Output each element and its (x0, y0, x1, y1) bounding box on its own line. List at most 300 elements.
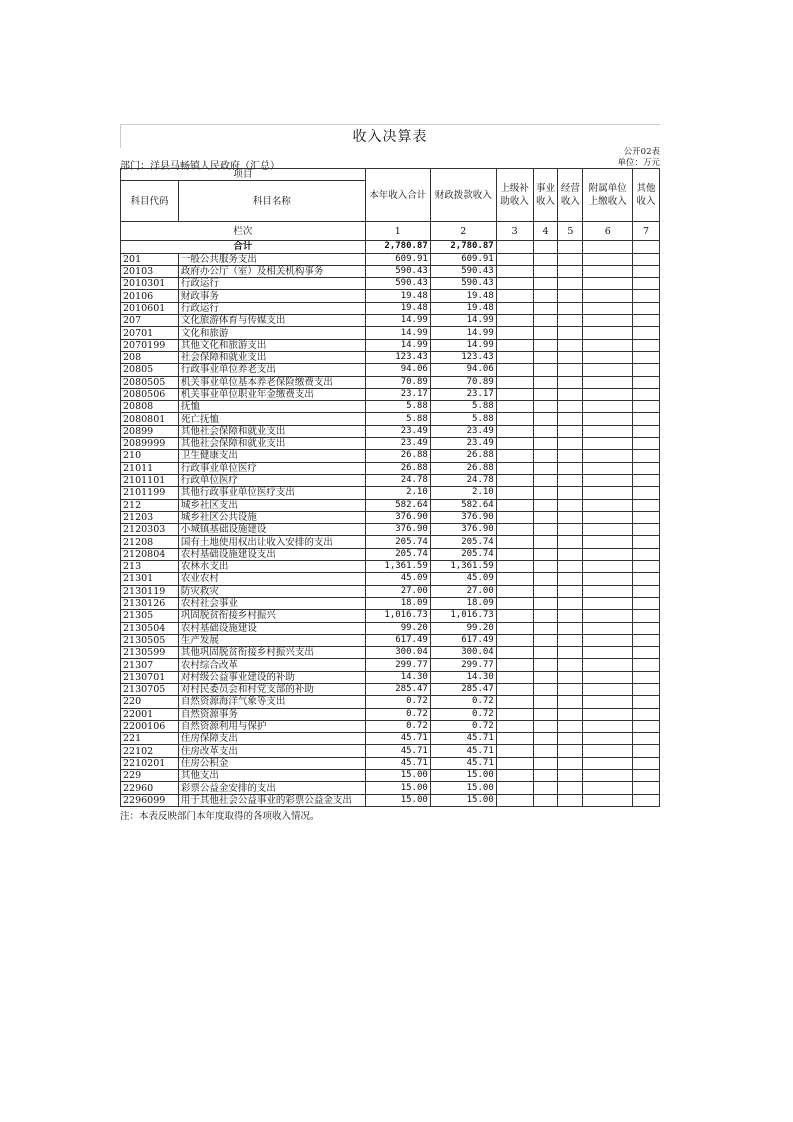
row-name: 死亡抚恤 (178, 413, 365, 425)
empty-cell (633, 413, 660, 425)
empty-cell (583, 487, 633, 499)
row-fiscal-income: 26.88 (430, 462, 496, 474)
table-row (121, 265, 660, 277)
empty-cell (558, 745, 583, 757)
table-row (121, 376, 660, 388)
row-code: 2080506 (121, 388, 179, 400)
empty-cell (533, 327, 558, 339)
table-row (121, 462, 660, 474)
table-row (121, 720, 660, 732)
empty-cell (558, 634, 583, 646)
empty-cell (533, 450, 558, 462)
row-code: 208 (121, 351, 179, 363)
row-total-income: 24.78 (365, 474, 430, 486)
empty-cell (633, 622, 660, 634)
row-total-income: 590.43 (365, 278, 430, 290)
empty-cell (558, 610, 583, 622)
row-code: 21307 (121, 659, 179, 671)
empty-cell (583, 302, 633, 314)
empty-cell (558, 733, 583, 745)
table-row (121, 524, 660, 536)
empty-cell (633, 315, 660, 327)
row-code: 2101199 (121, 487, 179, 499)
row-fiscal-income: 18.09 (430, 597, 496, 609)
empty-cell (583, 561, 633, 573)
row-name: 防灾救灾 (178, 585, 365, 597)
empty-cell (633, 597, 660, 609)
row-name: 自然资源事务 (178, 708, 365, 720)
empty-cell (533, 462, 558, 474)
row-total-income: 376.90 (365, 524, 430, 536)
empty-cell (583, 327, 633, 339)
empty-cell (496, 376, 533, 388)
table-row (121, 610, 660, 622)
row-fiscal-income: 26.88 (430, 450, 496, 462)
row-total-income: 1,016.73 (365, 610, 430, 622)
row-code: 212 (121, 499, 179, 511)
table-row (121, 782, 660, 794)
empty-cell (496, 745, 533, 757)
table-row (121, 290, 660, 302)
empty-cell (558, 487, 583, 499)
empty-cell (583, 708, 633, 720)
empty-cell (558, 241, 583, 253)
empty-cell (633, 708, 660, 720)
empty-cell (583, 413, 633, 425)
row-code: 2210201 (121, 757, 179, 769)
empty-cell (533, 413, 558, 425)
empty-cell (558, 413, 583, 425)
row-code: 20805 (121, 364, 179, 376)
row-name: 行政事业单位养老支出 (178, 364, 365, 376)
empty-cell (633, 401, 660, 413)
empty-cell (496, 351, 533, 363)
empty-cell (558, 720, 583, 732)
empty-cell (533, 597, 558, 609)
empty-cell (633, 610, 660, 622)
row-total-income: 376.90 (365, 511, 430, 523)
row-fiscal-income: 15.00 (430, 770, 496, 782)
empty-cell (558, 708, 583, 720)
col-index-4: 4 (533, 222, 558, 241)
row-fiscal-income: 45.71 (430, 733, 496, 745)
empty-cell (558, 327, 583, 339)
table-row (121, 696, 660, 708)
empty-cell (633, 634, 660, 646)
empty-cell (633, 548, 660, 560)
row-fiscal-income: 205.74 (430, 536, 496, 548)
empty-cell (496, 561, 533, 573)
row-fiscal-income: 590.43 (430, 278, 496, 290)
header-business-income: 事业收入 (533, 169, 558, 222)
row-total-income: 14.30 (365, 671, 430, 683)
empty-cell (533, 610, 558, 622)
empty-cell (583, 548, 633, 560)
empty-cell (533, 671, 558, 683)
row-name: 社会保障和就业支出 (178, 351, 365, 363)
row-name: 农村综合改革 (178, 659, 365, 671)
row-name: 彩票公益金安排的支出 (178, 782, 365, 794)
table-row (121, 487, 660, 499)
empty-cell (496, 696, 533, 708)
empty-cell (496, 462, 533, 474)
header-affiliated-income: 附属单位上缴收入 (583, 169, 633, 222)
row-code: 2010601 (121, 302, 179, 314)
row-total-income: 94.06 (365, 364, 430, 376)
row-total-income: 205.74 (365, 548, 430, 560)
row-name: 城乡社区支出 (178, 499, 365, 511)
row-total-income: 285.47 (365, 683, 430, 695)
empty-cell (633, 327, 660, 339)
empty-cell (533, 438, 558, 450)
row-code: 2296099 (121, 794, 179, 806)
table-row (121, 573, 660, 585)
row-code: 2130705 (121, 683, 179, 695)
empty-cell (583, 376, 633, 388)
empty-cell (496, 499, 533, 511)
row-fiscal-income: 0.72 (430, 720, 496, 732)
empty-cell (583, 315, 633, 327)
empty-cell (533, 683, 558, 695)
empty-cell (633, 757, 660, 769)
row-name: 行政运行 (178, 278, 365, 290)
empty-cell (496, 610, 533, 622)
row-total-income: 27.00 (365, 585, 430, 597)
empty-cell (496, 597, 533, 609)
row-name: 农业农村 (178, 573, 365, 585)
empty-cell (533, 708, 558, 720)
empty-cell (558, 794, 583, 806)
row-code: 21301 (121, 573, 179, 585)
empty-cell (558, 425, 583, 437)
table-row (121, 770, 660, 782)
empty-cell (533, 401, 558, 413)
row-code: 2130504 (121, 622, 179, 634)
row-code: 21203 (121, 511, 179, 523)
row-fiscal-income: 45.71 (430, 745, 496, 757)
empty-cell (583, 770, 633, 782)
empty-cell (533, 659, 558, 671)
empty-cell (533, 757, 558, 769)
row-fiscal-income: 19.48 (430, 302, 496, 314)
empty-cell (496, 757, 533, 769)
row-code: 201 (121, 253, 179, 265)
empty-cell (583, 720, 633, 732)
empty-cell (496, 450, 533, 462)
row-total-income: 123.43 (365, 351, 430, 363)
row-name: 巩固脱贫衔接乡村振兴 (178, 610, 365, 622)
empty-cell (583, 647, 633, 659)
empty-cell (533, 499, 558, 511)
table-row (121, 474, 660, 486)
col-index-3: 3 (496, 222, 533, 241)
table-row (121, 548, 660, 560)
row-fiscal-income: 300.04 (430, 647, 496, 659)
empty-cell (558, 450, 583, 462)
row-total-income: 45.71 (365, 757, 430, 769)
row-code: 2130599 (121, 647, 179, 659)
row-code: 22102 (121, 745, 179, 757)
empty-cell (583, 438, 633, 450)
empty-cell (583, 278, 633, 290)
empty-cell (496, 708, 533, 720)
page-title: 收入决算表 (352, 129, 428, 145)
empty-cell (583, 339, 633, 351)
empty-cell (583, 511, 633, 523)
row-total-income: 15.00 (365, 782, 430, 794)
empty-cell (558, 499, 583, 511)
row-name: 其他巩固脱贫衔接乡村振兴支出 (178, 647, 365, 659)
empty-cell (583, 265, 633, 277)
empty-cell (633, 388, 660, 400)
empty-cell (558, 290, 583, 302)
empty-cell (533, 794, 558, 806)
row-fiscal-income: 123.43 (430, 351, 496, 363)
empty-cell (533, 561, 558, 573)
empty-cell (558, 757, 583, 769)
empty-cell (633, 770, 660, 782)
empty-cell (558, 782, 583, 794)
row-total-income: 5.88 (365, 401, 430, 413)
table-row (121, 597, 660, 609)
empty-cell (583, 794, 633, 806)
empty-cell (496, 524, 533, 536)
row-name: 农村社会事业 (178, 597, 365, 609)
row-total-income: 299.77 (365, 659, 430, 671)
row-fiscal-income: 70.89 (430, 376, 496, 388)
table-row (121, 647, 660, 659)
row-total-income: 70.89 (365, 376, 430, 388)
header-other-income: 其他收入 (633, 169, 660, 222)
empty-cell (583, 659, 633, 671)
row-code: 2010301 (121, 278, 179, 290)
row-name: 其他文化和旅游支出 (178, 339, 365, 351)
row-code: 20808 (121, 401, 179, 413)
empty-cell (496, 671, 533, 683)
row-code: 2130126 (121, 597, 179, 609)
empty-cell (533, 265, 558, 277)
empty-cell (533, 696, 558, 708)
empty-cell (533, 720, 558, 732)
empty-cell (533, 585, 558, 597)
empty-cell (633, 659, 660, 671)
empty-cell (633, 265, 660, 277)
table-row (121, 499, 660, 511)
empty-cell (533, 290, 558, 302)
empty-cell (496, 573, 533, 585)
empty-cell (533, 573, 558, 585)
row-name: 机关事业单位职业年金缴费支出 (178, 388, 365, 400)
empty-cell (496, 683, 533, 695)
empty-cell (633, 683, 660, 695)
empty-cell (496, 425, 533, 437)
table-row (121, 425, 660, 437)
empty-cell (533, 351, 558, 363)
empty-cell (558, 683, 583, 695)
table-row (121, 388, 660, 400)
row-code: 210 (121, 450, 179, 462)
row-total-income: 14.99 (365, 327, 430, 339)
unit-label: 单位：万元 (617, 158, 660, 168)
row-name: 文化旅游体育与传媒支出 (178, 315, 365, 327)
table-row (121, 745, 660, 757)
row-total-income: 15.00 (365, 770, 430, 782)
empty-cell (633, 696, 660, 708)
empty-cell (583, 597, 633, 609)
row-code: 207 (121, 315, 179, 327)
empty-cell (496, 327, 533, 339)
table-row (121, 302, 660, 314)
row-name: 抚恤 (178, 401, 365, 413)
empty-cell (583, 351, 633, 363)
empty-cell (496, 339, 533, 351)
table-note: 注：本表反映部门本年度取得的各项收入情况。 (120, 811, 320, 822)
row-fiscal-income: 15.00 (430, 782, 496, 794)
empty-cell (496, 770, 533, 782)
empty-cell (558, 585, 583, 597)
empty-cell (633, 733, 660, 745)
row-name: 行政运行 (178, 302, 365, 314)
row-fiscal-income: 590.43 (430, 265, 496, 277)
row-code: 2089999 (121, 438, 179, 450)
empty-cell (633, 573, 660, 585)
row-code: 2070199 (121, 339, 179, 351)
row-total-income: 5.88 (365, 413, 430, 425)
empty-cell (583, 634, 633, 646)
row-code: 213 (121, 561, 179, 573)
row-fiscal-income: 609.91 (430, 253, 496, 265)
table-row (121, 315, 660, 327)
empty-cell (496, 585, 533, 597)
empty-cell (633, 474, 660, 486)
empty-cell (496, 782, 533, 794)
row-code: 2130701 (121, 671, 179, 683)
row-fiscal-income: 1,016.73 (430, 610, 496, 622)
empty-cell (558, 536, 583, 548)
total-fiscal: 2,780.87 (430, 241, 496, 253)
empty-cell (496, 315, 533, 327)
row-code: 2080505 (121, 376, 179, 388)
empty-cell (583, 745, 633, 757)
row-fiscal-income: 14.30 (430, 671, 496, 683)
table-row (121, 794, 660, 806)
empty-cell (558, 462, 583, 474)
header-fiscal-income: 财政拨款收入 (430, 169, 496, 222)
row-name: 对村民委员会和村党支部的补助 (178, 683, 365, 695)
empty-cell (633, 302, 660, 314)
empty-cell (533, 745, 558, 757)
table-row (121, 585, 660, 597)
row-name: 住房公积金 (178, 757, 365, 769)
row-code: 20103 (121, 265, 179, 277)
table-row (121, 683, 660, 695)
empty-cell (558, 524, 583, 536)
empty-cell (496, 438, 533, 450)
header-name: 科目名称 (178, 181, 365, 222)
empty-cell (496, 364, 533, 376)
empty-cell (558, 315, 583, 327)
empty-cell (558, 364, 583, 376)
table-row (121, 339, 660, 351)
row-name: 其他社会保障和就业支出 (178, 425, 365, 437)
empty-cell (583, 585, 633, 597)
row-total-income: 2.10 (365, 487, 430, 499)
empty-cell (583, 733, 633, 745)
empty-cell (583, 388, 633, 400)
row-fiscal-income: 99.20 (430, 622, 496, 634)
empty-cell (558, 659, 583, 671)
empty-cell (558, 438, 583, 450)
empty-cell (558, 647, 583, 659)
table-row (121, 708, 660, 720)
row-fiscal-income: 15.00 (430, 794, 496, 806)
row-total-income: 19.48 (365, 302, 430, 314)
empty-cell (558, 388, 583, 400)
row-fiscal-income: 2.10 (430, 487, 496, 499)
empty-cell (558, 671, 583, 683)
row-name: 用于其他社会公益事业的彩票公益金支出 (178, 794, 365, 806)
row-fiscal-income: 5.88 (430, 401, 496, 413)
empty-cell (558, 597, 583, 609)
row-name: 生产发展 (178, 634, 365, 646)
row-name: 行政事业单位医疗 (178, 462, 365, 474)
empty-cell (533, 622, 558, 634)
empty-cell (633, 745, 660, 757)
empty-cell (558, 278, 583, 290)
empty-cell (533, 376, 558, 388)
row-fiscal-income: 285.47 (430, 683, 496, 695)
empty-cell (633, 671, 660, 683)
empty-cell (496, 265, 533, 277)
empty-cell (633, 536, 660, 548)
row-total-income: 18.09 (365, 597, 430, 609)
empty-cell (633, 585, 660, 597)
empty-cell (558, 401, 583, 413)
row-code: 221 (121, 733, 179, 745)
empty-cell (583, 524, 633, 536)
header-code: 科目代码 (121, 181, 179, 222)
table-row (121, 438, 660, 450)
row-total-income: 15.00 (365, 794, 430, 806)
table-row (121, 733, 660, 745)
empty-cell (533, 511, 558, 523)
row-total-income: 99.20 (365, 622, 430, 634)
empty-cell (533, 770, 558, 782)
empty-cell (558, 511, 583, 523)
empty-cell (496, 474, 533, 486)
row-code: 2200106 (121, 720, 179, 732)
empty-cell (533, 474, 558, 486)
row-total-income: 0.72 (365, 720, 430, 732)
total-label: 合计 (121, 241, 366, 253)
row-name: 行政单位医疗 (178, 474, 365, 486)
row-fiscal-income: 19.48 (430, 290, 496, 302)
row-fiscal-income: 45.09 (430, 573, 496, 585)
empty-cell (633, 290, 660, 302)
empty-cell (496, 720, 533, 732)
empty-cell (533, 536, 558, 548)
row-total-income: 19.48 (365, 290, 430, 302)
header-operating-income: 经营收入 (558, 169, 583, 222)
empty-cell (496, 253, 533, 265)
row-fiscal-income: 27.00 (430, 585, 496, 597)
row-name: 国有土地使用权出让收入安排的支出 (178, 536, 365, 548)
empty-cell (633, 561, 660, 573)
empty-cell (633, 462, 660, 474)
table-row (121, 253, 660, 265)
row-name: 卫生健康支出 (178, 450, 365, 462)
row-fiscal-income: 299.77 (430, 659, 496, 671)
